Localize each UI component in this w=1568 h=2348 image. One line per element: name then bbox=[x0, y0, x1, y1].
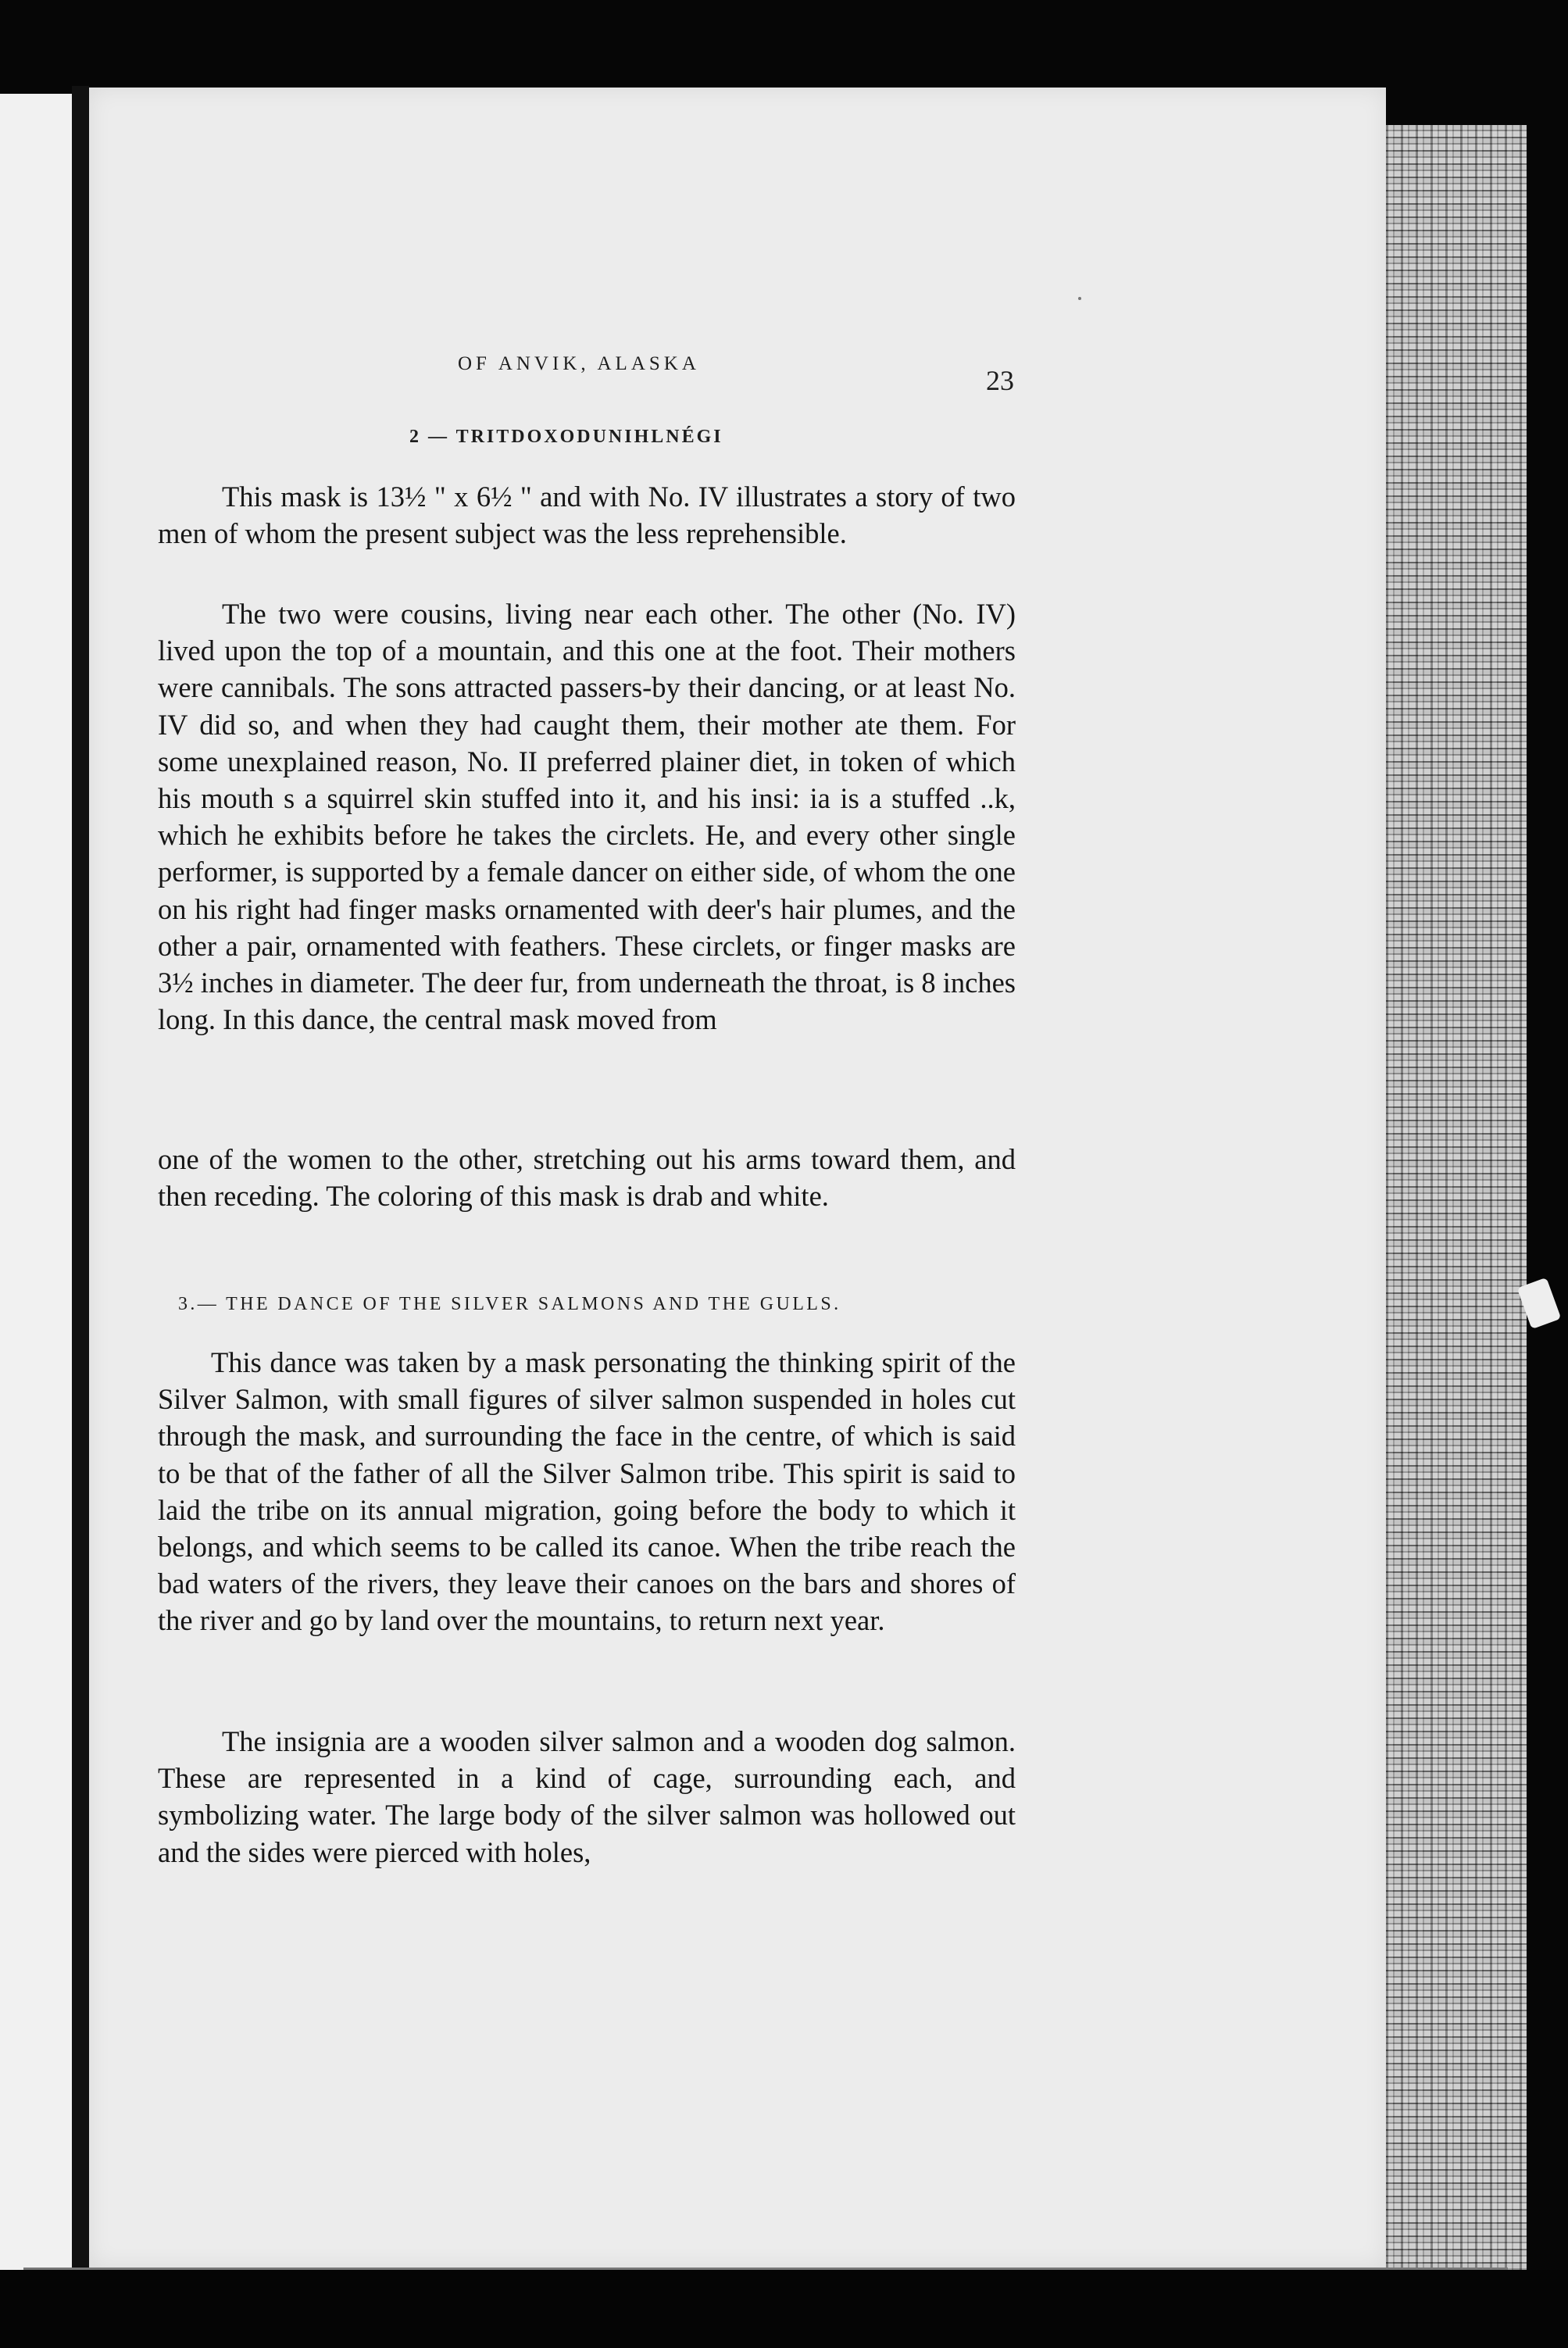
section-3-paragraph-2: The insignia are a wooden silver salmon and a wooden dog salmon. These are represented in a kind of cage, surrounding each, and symbolizing water. The large body of the silver salmon was hollowed out and the sides were pierced with holes, bbox=[158, 1725, 1016, 1868]
section-2-paragraph-2: The two were cousins, living near each other. The other (No. IV) lived upon the top of a mountain, and this one at the foot. Their mothers were cannibals. The sons attracted passers-by their dancing, or at least No. IV did so, and when they had caught them, their mother ate them. For some unexplained reason, No. II preferred plainer diet, in token of which his mouth s a squirrel skin stuffed into it, and his insi: ia is a stuffed ..k, which he exhibits before he takes the circlets. He, and every other single performer, is supported by a female dancer on either side, of whom the one on his right had finger masks ornamented with deer's hair plumes, and the other a pair, ornamented with feathers. These circlets, or finger masks are 3½ inches in diameter. The deer fur, from underneath the throat, is 8 inches long. In this dance, the central mask moved from bbox=[158, 598, 1016, 1036]
section-3-title: 3.— THE DANCE OF THE SILVER SALMONS AND THE GULLS. bbox=[178, 1294, 841, 1314]
section-2-paragraph-1: This mask is 13½ " x 6½ " and with No. IV illustrates a story of two men of whom the present subject was the less reprehensible. bbox=[158, 481, 1016, 550]
section-2-paragraph-2-continued: one of the women to the other, stretching out his arms toward them, and then receding. The coloring of this mask is drab and white. bbox=[158, 1143, 1016, 1213]
scan-bottom-border bbox=[0, 2270, 1568, 2348]
section-3-paragraph-1: This dance was taken by a mask personating the thinking spirit of the Silver Salmon, with small figures of silver salmon suspended in holes cut through the mask, and surrounding the face in the centre, of which is said to be that of the father of all the Silver Salmon tribe. This spirit is said to laid the tribe on its annual migration, going before the body to which it belongs, and which seems to be called its canoe. When the tribe reach the bad waters of the rivers, they leave their canoes on the bars and shores of the river and go by land over the mountains, to return next year. bbox=[158, 1346, 1016, 1637]
page-fore-edge bbox=[1386, 125, 1527, 2282]
book-gutter bbox=[72, 86, 89, 2274]
section-2-title: 2 — TRITDOXODUNIHLNÉGI bbox=[409, 427, 723, 447]
scan-speck bbox=[1078, 297, 1081, 300]
page-number: 23 bbox=[986, 365, 1014, 396]
facing-page-edge bbox=[0, 94, 72, 2270]
running-head: OF ANVIK, ALASKA bbox=[458, 353, 700, 374]
